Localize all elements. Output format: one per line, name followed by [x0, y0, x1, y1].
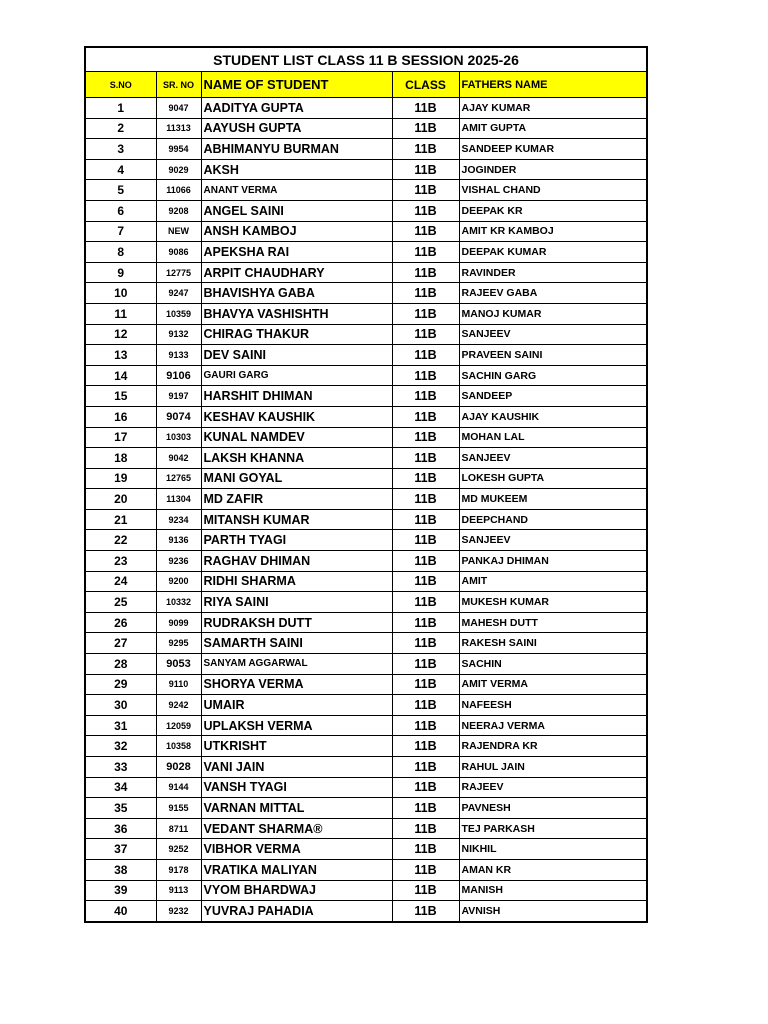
table-row	[85, 489, 647, 510]
row-class: 11B	[392, 345, 459, 366]
header-srno: SR. NO	[156, 72, 201, 98]
row-class: 11B	[392, 489, 459, 510]
row-class: 11B	[392, 777, 459, 798]
row-class: 11B	[392, 98, 459, 119]
row-father-name: RAHUL JAIN	[459, 757, 647, 778]
row-father-name: AMIT KR KAMBOJ	[459, 221, 647, 242]
sheet-title: STUDENT LIST CLASS 11 B SESSION 2025-26	[85, 47, 647, 72]
row-class: 11B	[392, 303, 459, 324]
row-class: 11B	[392, 468, 459, 489]
table-row	[85, 139, 647, 160]
row-sno: 17	[85, 427, 156, 448]
row-srno: 9133	[156, 345, 201, 366]
row-father-name: SACHIN	[459, 654, 647, 675]
row-srno: 9236	[156, 551, 201, 572]
table-row	[85, 509, 647, 530]
row-student-name: DEV SAINI	[201, 345, 392, 366]
row-srno: 9028	[156, 757, 201, 778]
row-sno: 35	[85, 798, 156, 819]
row-student-name: VANI JAIN	[201, 757, 392, 778]
table-row	[85, 757, 647, 778]
row-srno: 9106	[156, 365, 201, 386]
table-row	[85, 612, 647, 633]
row-father-name: JOGINDER	[459, 159, 647, 180]
table-row	[85, 324, 647, 345]
row-sno: 1	[85, 98, 156, 119]
table-row	[85, 859, 647, 880]
table-row	[85, 118, 647, 139]
row-student-name: YUVRAJ PAHADIA	[201, 901, 392, 922]
row-father-name: AMIT GUPTA	[459, 118, 647, 139]
row-student-name: ABHIMANYU BURMAN	[201, 139, 392, 160]
table-row	[85, 777, 647, 798]
row-father-name: SANDEEP KUMAR	[459, 139, 647, 160]
row-srno: 9132	[156, 324, 201, 345]
table-row	[85, 736, 647, 757]
row-father-name: MANISH	[459, 880, 647, 901]
row-sno: 36	[85, 818, 156, 839]
row-student-name: VEDANT SHARMA®	[201, 818, 392, 839]
row-sno: 30	[85, 695, 156, 716]
row-father-name: SANJEEV	[459, 324, 647, 345]
table-row	[85, 406, 647, 427]
row-sno: 29	[85, 674, 156, 695]
row-sno: 21	[85, 509, 156, 530]
row-student-name: KESHAV KAUSHIK	[201, 406, 392, 427]
row-father-name: NIKHIL	[459, 839, 647, 860]
row-student-name: RIDHI SHARMA	[201, 571, 392, 592]
row-class: 11B	[392, 139, 459, 160]
row-srno: 9954	[156, 139, 201, 160]
row-father-name: PAVNESH	[459, 798, 647, 819]
row-father-name: AVNISH	[459, 901, 647, 922]
row-father-name: MOHAN LAL	[459, 427, 647, 448]
row-class: 11B	[392, 654, 459, 675]
row-student-name: VRATIKA MALIYAN	[201, 859, 392, 880]
row-class: 11B	[392, 159, 459, 180]
row-class: 11B	[392, 839, 459, 860]
row-father-name: MD MUKEEM	[459, 489, 647, 510]
row-srno: 10332	[156, 592, 201, 613]
title-row	[85, 47, 647, 72]
row-sno: 39	[85, 880, 156, 901]
table-row	[85, 345, 647, 366]
row-sno: 8	[85, 242, 156, 263]
row-father-name: RAJEEV	[459, 777, 647, 798]
row-class: 11B	[392, 448, 459, 469]
row-class: 11B	[392, 695, 459, 716]
row-srno: 9047	[156, 98, 201, 119]
table-row	[85, 798, 647, 819]
row-student-name: SHORYA VERMA	[201, 674, 392, 695]
table-row	[85, 571, 647, 592]
row-srno: 11066	[156, 180, 201, 201]
row-srno: 9110	[156, 674, 201, 695]
row-sno: 31	[85, 715, 156, 736]
row-student-name: RIYA SAINI	[201, 592, 392, 613]
row-student-name: VARNAN MITTAL	[201, 798, 392, 819]
row-class: 11B	[392, 118, 459, 139]
row-student-name: VIBHOR VERMA	[201, 839, 392, 860]
row-father-name: SANJEEV	[459, 448, 647, 469]
row-father-name: AJAY KAUSHIK	[459, 406, 647, 427]
row-class: 11B	[392, 530, 459, 551]
table-row	[85, 839, 647, 860]
row-srno: 11313	[156, 118, 201, 139]
row-father-name: DEEPCHAND	[459, 509, 647, 530]
header-sno: S.NO	[85, 72, 156, 98]
table-row	[85, 695, 647, 716]
row-student-name: ARPIT CHAUDHARY	[201, 262, 392, 283]
table-row	[85, 386, 647, 407]
student-table	[84, 46, 648, 923]
table-row	[85, 365, 647, 386]
row-sno: 24	[85, 571, 156, 592]
row-class: 11B	[392, 736, 459, 757]
row-class: 11B	[392, 592, 459, 613]
row-student-name: ANSH KAMBOJ	[201, 221, 392, 242]
row-father-name: DEEPAK KUMAR	[459, 242, 647, 263]
table-row	[85, 221, 647, 242]
row-class: 11B	[392, 180, 459, 201]
row-student-name: LAKSH KHANNA	[201, 448, 392, 469]
table-row	[85, 159, 647, 180]
row-srno: 9234	[156, 509, 201, 530]
row-class: 11B	[392, 901, 459, 922]
row-sno: 22	[85, 530, 156, 551]
row-student-name: ANANT VERMA	[201, 180, 392, 201]
row-sno: 14	[85, 365, 156, 386]
row-srno: 9029	[156, 159, 201, 180]
row-srno: 9042	[156, 448, 201, 469]
row-srno: 9295	[156, 633, 201, 654]
row-class: 11B	[392, 633, 459, 654]
row-class: 11B	[392, 509, 459, 530]
row-srno: 9200	[156, 571, 201, 592]
row-sno: 7	[85, 221, 156, 242]
row-sno: 23	[85, 551, 156, 572]
row-father-name: AJAY KUMAR	[459, 98, 647, 119]
row-sno: 12	[85, 324, 156, 345]
table-row	[85, 654, 647, 675]
row-sno: 13	[85, 345, 156, 366]
row-srno: 9208	[156, 200, 201, 221]
student-list-sheet	[84, 46, 646, 923]
row-student-name: MITANSH KUMAR	[201, 509, 392, 530]
table-row	[85, 283, 647, 304]
table-row	[85, 468, 647, 489]
row-father-name: PRAVEEN SAINI	[459, 345, 647, 366]
row-srno: NEW	[156, 221, 201, 242]
row-sno: 16	[85, 406, 156, 427]
table-row	[85, 901, 647, 922]
row-sno: 10	[85, 283, 156, 304]
row-student-name: AAYUSH GUPTA	[201, 118, 392, 139]
row-student-name: UTKRISHT	[201, 736, 392, 757]
row-srno: 10358	[156, 736, 201, 757]
table-row	[85, 551, 647, 572]
row-srno: 9242	[156, 695, 201, 716]
row-father-name: PANKAJ DHIMAN	[459, 551, 647, 572]
row-class: 11B	[392, 221, 459, 242]
row-srno: 9074	[156, 406, 201, 427]
row-father-name: LOKESH GUPTA	[459, 468, 647, 489]
table-row	[85, 715, 647, 736]
row-sno: 19	[85, 468, 156, 489]
row-student-name: AADITYA GUPTA	[201, 98, 392, 119]
row-srno: 11304	[156, 489, 201, 510]
row-father-name: AMAN KR	[459, 859, 647, 880]
row-srno: 9247	[156, 283, 201, 304]
header-row	[85, 72, 647, 98]
row-father-name: NEERAJ VERMA	[459, 715, 647, 736]
row-srno: 10359	[156, 303, 201, 324]
row-class: 11B	[392, 818, 459, 839]
row-sno: 20	[85, 489, 156, 510]
row-student-name: UPLAKSH VERMA	[201, 715, 392, 736]
row-srno: 10303	[156, 427, 201, 448]
row-father-name: RAJENDRA KR	[459, 736, 647, 757]
table-row	[85, 880, 647, 901]
row-student-name: GAURI GARG	[201, 365, 392, 386]
row-sno: 11	[85, 303, 156, 324]
row-sno: 2	[85, 118, 156, 139]
row-srno: 9099	[156, 612, 201, 633]
row-sno: 26	[85, 612, 156, 633]
row-sno: 32	[85, 736, 156, 757]
table-row	[85, 530, 647, 551]
row-student-name: SANYAM AGGARWAL	[201, 654, 392, 675]
header-father: FATHERS NAME	[459, 72, 647, 98]
row-class: 11B	[392, 427, 459, 448]
row-father-name: AMIT VERMA	[459, 674, 647, 695]
row-srno: 9136	[156, 530, 201, 551]
row-father-name: VISHAL CHAND	[459, 180, 647, 201]
row-student-name: ANGEL SAINI	[201, 200, 392, 221]
row-father-name: SANDEEP	[459, 386, 647, 407]
row-student-name: APEKSHA RAI	[201, 242, 392, 263]
row-class: 11B	[392, 386, 459, 407]
table-row	[85, 633, 647, 654]
row-student-name: PARTH TYAGI	[201, 530, 392, 551]
row-sno: 27	[85, 633, 156, 654]
row-sno: 28	[85, 654, 156, 675]
row-father-name: RAKESH SAINI	[459, 633, 647, 654]
row-class: 11B	[392, 406, 459, 427]
row-sno: 6	[85, 200, 156, 221]
row-class: 11B	[392, 200, 459, 221]
table-row	[85, 242, 647, 263]
row-sno: 34	[85, 777, 156, 798]
row-srno: 9113	[156, 880, 201, 901]
row-sno: 5	[85, 180, 156, 201]
row-srno: 9178	[156, 859, 201, 880]
row-class: 11B	[392, 551, 459, 572]
row-class: 11B	[392, 798, 459, 819]
table-row	[85, 303, 647, 324]
table-row	[85, 98, 647, 119]
row-srno: 9232	[156, 901, 201, 922]
row-student-name: UMAIR	[201, 695, 392, 716]
table-row	[85, 674, 647, 695]
row-student-name: VANSH TYAGI	[201, 777, 392, 798]
row-father-name: SANJEEV	[459, 530, 647, 551]
row-father-name: SACHIN GARG	[459, 365, 647, 386]
table-row	[85, 592, 647, 613]
row-sno: 37	[85, 839, 156, 860]
row-class: 11B	[392, 859, 459, 880]
row-srno: 12765	[156, 468, 201, 489]
table-row	[85, 180, 647, 201]
row-srno: 12775	[156, 262, 201, 283]
row-class: 11B	[392, 715, 459, 736]
row-father-name: TEJ PARKASH	[459, 818, 647, 839]
table-row	[85, 200, 647, 221]
row-student-name: AKSH	[201, 159, 392, 180]
row-srno: 12059	[156, 715, 201, 736]
row-father-name: AMIT	[459, 571, 647, 592]
table-row	[85, 818, 647, 839]
table-row	[85, 448, 647, 469]
row-class: 11B	[392, 612, 459, 633]
row-srno: 8711	[156, 818, 201, 839]
row-sno: 33	[85, 757, 156, 778]
row-student-name: KUNAL NAMDEV	[201, 427, 392, 448]
row-student-name: CHIRAG THAKUR	[201, 324, 392, 345]
table-row	[85, 262, 647, 283]
row-father-name: RAJEEV GABA	[459, 283, 647, 304]
row-sno: 9	[85, 262, 156, 283]
row-student-name: MANI GOYAL	[201, 468, 392, 489]
row-srno: 9197	[156, 386, 201, 407]
row-srno: 9053	[156, 654, 201, 675]
row-srno: 9155	[156, 798, 201, 819]
row-sno: 38	[85, 859, 156, 880]
row-sno: 15	[85, 386, 156, 407]
row-student-name: VYOM BHARDWAJ	[201, 880, 392, 901]
row-sno: 25	[85, 592, 156, 613]
row-class: 11B	[392, 757, 459, 778]
table-body	[85, 98, 647, 922]
row-student-name: BHAVISHYA GABA	[201, 283, 392, 304]
row-class: 11B	[392, 283, 459, 304]
row-student-name: BHAVYA VASHISHTH	[201, 303, 392, 324]
row-father-name: MANOJ KUMAR	[459, 303, 647, 324]
row-srno: 9144	[156, 777, 201, 798]
row-class: 11B	[392, 880, 459, 901]
row-sno: 4	[85, 159, 156, 180]
row-sno: 3	[85, 139, 156, 160]
table-row	[85, 427, 647, 448]
row-srno: 9086	[156, 242, 201, 263]
row-father-name: NAFEESH	[459, 695, 647, 716]
row-class: 11B	[392, 674, 459, 695]
row-student-name: RUDRAKSH DUTT	[201, 612, 392, 633]
row-student-name: RAGHAV DHIMAN	[201, 551, 392, 572]
row-srno: 9252	[156, 839, 201, 860]
row-student-name: MD ZAFIR	[201, 489, 392, 510]
row-father-name: MUKESH KUMAR	[459, 592, 647, 613]
row-student-name: HARSHIT DHIMAN	[201, 386, 392, 407]
header-name: NAME OF STUDENT	[201, 72, 392, 98]
row-class: 11B	[392, 242, 459, 263]
row-student-name: SAMARTH SAINI	[201, 633, 392, 654]
row-father-name: DEEPAK KR	[459, 200, 647, 221]
row-class: 11B	[392, 365, 459, 386]
row-father-name: RAVINDER	[459, 262, 647, 283]
row-sno: 18	[85, 448, 156, 469]
row-father-name: MAHESH DUTT	[459, 612, 647, 633]
row-class: 11B	[392, 262, 459, 283]
row-sno: 40	[85, 901, 156, 922]
row-class: 11B	[392, 324, 459, 345]
header-class: CLASS	[392, 72, 459, 98]
row-class: 11B	[392, 571, 459, 592]
